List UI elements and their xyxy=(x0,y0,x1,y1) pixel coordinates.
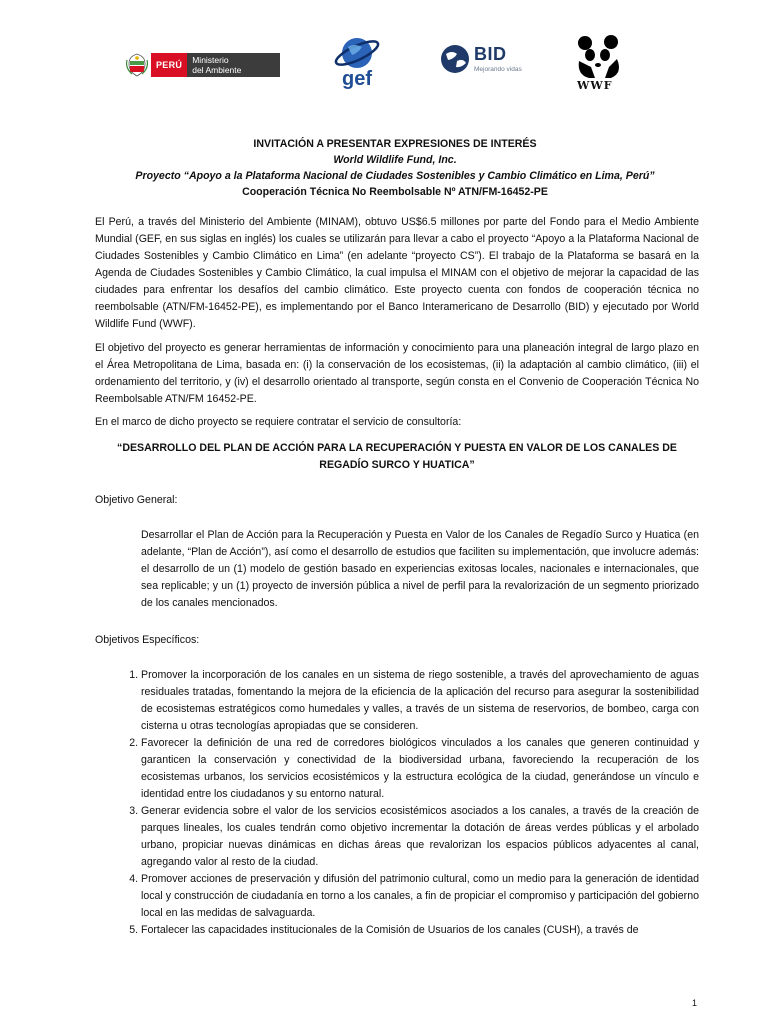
minam-logo xyxy=(126,52,280,78)
page-number: 1 xyxy=(691,998,697,1008)
list-item: 3. Generar evidencia sobre el valor de los servicios ecosistémicos asociados a los canales, a través de la creación de parques lineales, los cuales tendrán como objetivo incrementar la dotación de áreas verdes públicas y el arbolado urbano, propiciar nuevas dinámicas en dichas áreas que revalorizan los espacios públicos adyacentes al canal, agregando valor al resto de la ciudad. xyxy=(141,803,699,871)
gef-wordmark: gef xyxy=(342,68,372,90)
wwf-logo xyxy=(575,35,625,93)
paragraph-objective: El objetivo del proyecto es generar herramientas de información y conocimiento para una planeación integral de largo plazo en el Área Metropolitana de Lima, basada en: (i) la conservación de los ecosistemas, (ii) la adaptación al cambio climático, (iii) el ordenamiento del territorio, y (iv) el desarrollo orientado al transporte, según consta en el Convenio de Cooperación Técnica No Reembolsable ATN/FM 16452-PE. xyxy=(95,341,699,405)
bid-globe-icon xyxy=(440,44,472,74)
project-name: Proyecto “Apoyo a la Plataforma Nacional de Ciudades Sostenibles y Cambio Climático en Lima, Perú” xyxy=(135,170,655,182)
list-item: 5. Fortalecer las capacidades institucionales de la Comisión de Usuarios de los canales (CUSH), a través de xyxy=(141,922,699,939)
wwf-wordmark: WWF xyxy=(577,79,613,92)
bid-logo xyxy=(440,42,534,80)
organization-name: World Wildlife Fund, Inc. xyxy=(333,154,457,166)
specific-objectives-list xyxy=(95,667,699,939)
ministry-line-2: del Ambiente xyxy=(192,65,242,75)
bid-wordmark: BID xyxy=(474,44,507,64)
specific-objectives-heading: Objetivos Específicos: xyxy=(95,634,200,646)
panda-icon xyxy=(575,35,625,79)
consultancy-title: “DESARROLLO DEL PLAN DE ACCIÓN PARA LA RECUPERACIÓN Y PUESTA EN VALOR DE LOS CANALES DE REGADÍO SURCO Y HUATICA” xyxy=(117,442,677,471)
list-item: 4. Promover acciones de preservación y difusión del patrimonio cultural, como un medio para la generación de identidad local y construcción de ciudadanía en torno a los canales, a fin de propiciar el compromiso y participación del gobierno local en las medidas de salvaguarda. xyxy=(141,871,699,922)
peru-coat-of-arms-icon xyxy=(126,52,148,78)
cooperation-code: Cooperación Técnica No Reembolsable Nº ATN/FM-16452-PE xyxy=(242,186,548,198)
document-header xyxy=(95,136,695,200)
document-body xyxy=(95,214,699,939)
paragraph-intro: El Perú, a través del Ministerio del Ambiente (MINAM), obtuvo US$6.5 millones por parte del Fondo para el Medio Ambiente Mundial (GEF, en sus siglas en inglés) los cuales se utilizarán para llevar a cabo el proyecto “Apoyo a la Plataforma Nacional de Ciudades Sostenibles y Cambio Climático en Lima” (en adelante “proyecto CS”). El trabajo de la Plataforma se basará en la Agenda de Ciudades Sostenibles y Cambio Climático, la cual impulsa el MINAM con el objetivo de mejorar la capacidad de las ciudades para enfrentar los desafíos del cambio climático. Este proyecto cuenta con fondos de cooperación técnica no reembolsable (ATN/FM-16452-PE), es implementando por el Banco Interamericano de Desarrollo (BID) y ejecutado por World Wildlife Fund (WWF). xyxy=(95,216,699,330)
invitation-title: INVITACIÓN A PRESENTAR EXPRESIONES DE INTERÉS xyxy=(253,138,537,150)
gef-logo xyxy=(332,33,382,91)
list-item: 2. Favorecer la definición de una red de corredores biológicos vinculados a los canales que generen continuidad y garanticen la conservación y conectividad de la biodiversidad urbana, favoreciendo la recuperación de los ecosistemas urbanos, los servicios ecosistémicos y la estructura ecológica de la ciudad, generándose un vínculo e identidad entre los ciudadanos y su entorno natural. xyxy=(141,735,699,803)
general-objective-text: Desarrollar el Plan de Acción para la Recuperación y Puesta en Valor de los Canales de Regadío Surco y Huatica (en adelante, “Plan de Acción”), así como el desarrollo de estudios que faciliten su implementación, que involucre además: el desarrollo de un (1) modelo de gestión basado en experiencias exitosas locales, nacionales e internacionales, que sea replicable; y un (1) proyecto de inversión pública a nivel de perfil para la revalorización de un segmento priorizado de los canales mencionados. xyxy=(141,529,699,609)
peru-label: PERÚ xyxy=(151,53,187,77)
general-objective-heading: Objetivo General: xyxy=(95,494,178,506)
bid-tagline: Mejorando vidas xyxy=(474,66,522,73)
paragraph-consultancy-intro: En el marco de dicho proyecto se requiere contratar el servicio de consultoría: xyxy=(95,416,462,428)
ministry-label xyxy=(187,53,280,77)
list-item: 1. Promover la incorporación de los canales en un sistema de riego sostenible, a través del aprovechamiento de aguas residuales tratadas, fomentando la mejora de la eficiencia de la aplicación del recurso para asegurar la sostenibilidad de ecosistemas estratégicos como humedales y valles, a través de un sistema de reservorios, de bombeo, carga con cisterna u otras tecnologías apropiadas que se consideren. xyxy=(141,667,699,735)
ministry-line-1: Ministerio xyxy=(192,55,229,65)
